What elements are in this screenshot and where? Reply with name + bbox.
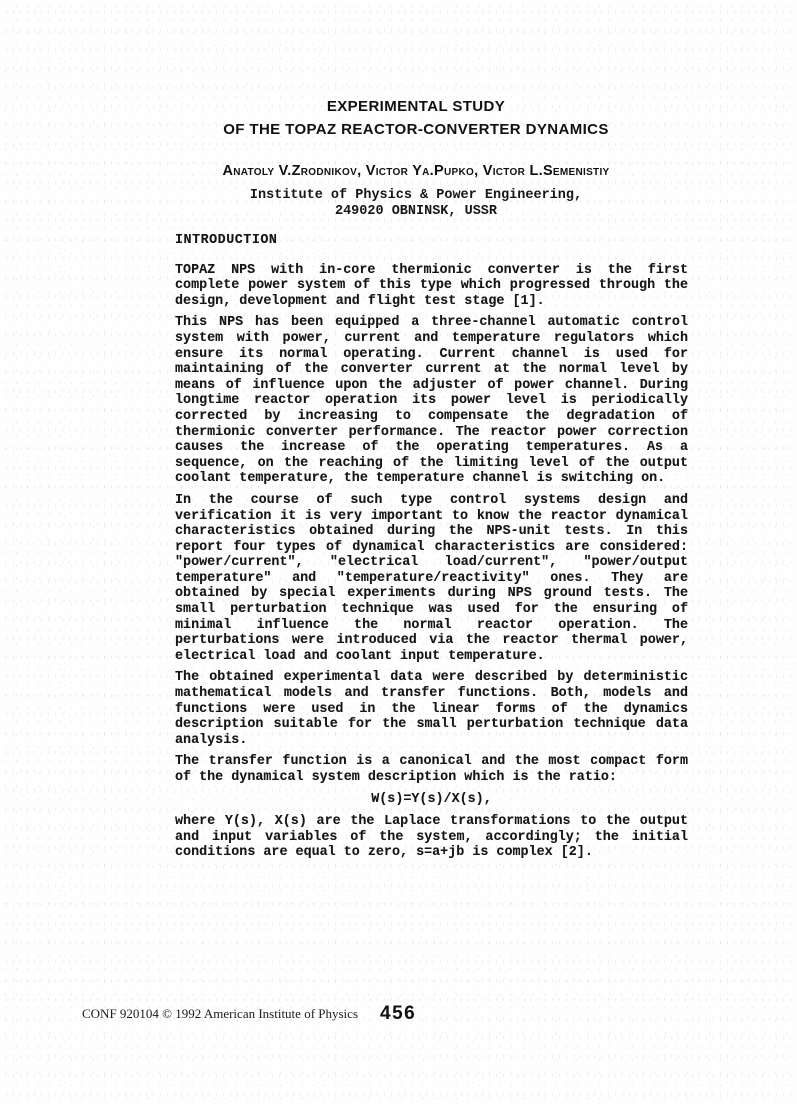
- paper-title-line1: EXPERIMENTAL STUDY: [326, 98, 506, 115]
- paragraph-2: This NPS has been equipped a three-channel automatic control system with power, current and temperature regulators which ensure its normal operating. Current channel is used for maintaining of the converter current at the normal level by means of influence upon the adjuster of power channel. During longtime reactor operation its power level is periodically corrected by increasing to compensate the degradation of thermionic converter performance. The reactor power correction causes the increase of the operating temperatures. As a sequence, on the reaching of the limiting level of the output coolant temperature, the temperature channel is switching on.: [175, 315, 688, 487]
- transfer-function-equation: W(s)=Y(s)/X(s),: [371, 791, 492, 807]
- paragraph-4: The obtained experimental data were described by deterministic mathematical models and transfer functions. Both, models and functions were used in the linear forms of the dynamics description suitable for the small perturbation technique data analysis.: [175, 670, 688, 748]
- section-heading-introduction: INTRODUCTION: [175, 233, 278, 248]
- paragraph-3: In the course of such type control systems design and verification it is very important to know the reactor dynamical characteristics obtained during the NPS-unit tests. In this report four types of dynamical characteristics are considered: "power/current", "electrical load/current", "power/output temperature" and "temperature/reactivity" ones. They are obtained by special experiments during NPS ground tests. The small perturbation technique was used for the ensuring of minimal influence the normal reactor operation. The perturbations were introduced via the reactor thermal power, electrical load and coolant input temperature.: [175, 492, 688, 664]
- page-footer: [0, 1003, 797, 1029]
- paper-title: [152, 99, 680, 137]
- paragraph-6: where Y(s), X(s) are the Laplace transformations to the output and input variables of the system, accordingly; the initial conditions are equal to zero, s=a+jb is complex [2].: [175, 814, 688, 861]
- authors-line: Anatoly V.Zrodnikov, Victor Ya.Pupko, Victor L.Semenistiy: [222, 163, 610, 179]
- paper-body: [175, 233, 688, 867]
- paragraph-5: The transfer function is a canonical and the most compact form of the dynamical system description which is the ratio:: [175, 754, 688, 785]
- affiliation-line2: 249020 OBNINSK, USSR: [334, 204, 498, 219]
- affiliation-block: [152, 188, 680, 220]
- paper-header: [152, 99, 680, 220]
- conference-credit: CONF 920104 © 1992 American Institute of Physics: [82, 1006, 359, 1021]
- paragraph-1: TOPAZ NPS with in-core thermionic converter is the first complete power system of this type which progressed through the design, development and flight test stage [1].: [175, 262, 688, 309]
- page-number: 456: [380, 1003, 417, 1024]
- affiliation-line1: Institute of Physics & Power Engineering,: [249, 188, 583, 203]
- paper-title-line2: OF THE TOPAZ REACTOR-CONVERTER DYNAMICS: [223, 121, 609, 138]
